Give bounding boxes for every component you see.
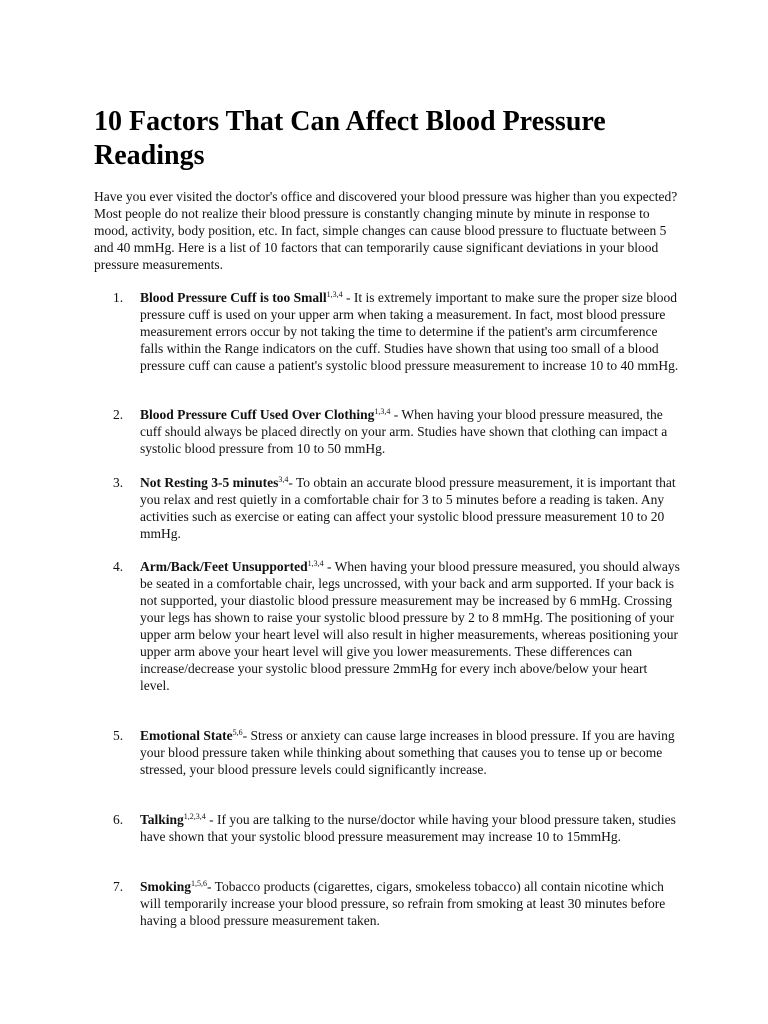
item-body (140, 474, 680, 542)
item-body (140, 727, 680, 778)
item-text: - To obtain an accurate blood pressure measurement, it is important that you relax and rest quietly in a comfortable chair for 3 to 5 minutes before a reading is taken. Any activities such as exercise or eating can affect your systolic blood pressure measurement 10 to 20 mmHg. (140, 475, 676, 541)
item-heading: Not Resting 3-5 minutes (140, 475, 279, 490)
item-number: 5. (113, 728, 124, 743)
item-body (140, 878, 680, 929)
reference-superscript: 1,3,4 (374, 407, 391, 416)
item-number: 7. (113, 879, 124, 894)
item-text: - Tobacco products (cigarettes, cigars, smokeless tobacco) all contain nicotine which will temporarily increase your blood pressure, so refrain from smoking at least 30 minutes before having a blood pressure measurement taken. (140, 879, 666, 928)
item-number: 1. (113, 290, 124, 305)
reference-superscript: 3,4 (278, 475, 289, 484)
item-body (140, 289, 680, 374)
item-heading: Smoking (140, 879, 192, 894)
item-text: - If you are talking to the nurse/doctor while having your blood pressure taken, studies have shown that your systolic blood pressure measurement may increase 10 to 15mmHg. (140, 812, 676, 844)
item-number: 4. (113, 559, 124, 574)
item-text: - When having your blood pressure measured, the cuff should always be placed directly on your arm. Studies have shown that clothing can impact a systolic blood pressure from 10 to 50 mmHg. (140, 407, 668, 456)
item-body (140, 406, 680, 457)
item-heading: Blood Pressure Cuff Used Over Clothing (140, 407, 375, 422)
reference-superscript: 1,3,4 (326, 290, 343, 299)
item-text: - Stress or anxiety can cause large increases in blood pressure. If you are having your blood pressure taken while thinking about something that causes you to tense up or become stressed, your blood pressure levels could significantly increase. (140, 728, 675, 777)
item-heading: Talking (140, 812, 184, 827)
item-text: - When having your blood pressure measured, you should always be seated in a comfortable chair, legs uncrossed, with your back and arm supported. If your back is not supported, your diastolic blood pressure measurement may be increased by 6 mmHg. Crossing your legs has shown to raise your systolic blood pressure by 2 to 8 mmHg. The positioning of your upper arm below your heart level will also result in higher measurements, whereas positioning your upper arm above your heart level will give you lower measurements. These differences can increase/decrease your systolic blood pressure 2mmHg for every inch above/below your heart level. (140, 559, 680, 693)
reference-superscript: 1,2,3,4 (183, 812, 206, 821)
item-heading: Blood Pressure Cuff is too Small (140, 290, 327, 305)
item-number: 3. (113, 475, 124, 490)
item-heading: Emotional State (140, 728, 233, 743)
item-number: 2. (113, 407, 124, 422)
item-text: - It is extremely important to make sure the proper size blood pressure cuff is used on your upper arm when taking a measurement. In fact, most blood pressure measurement errors occur by not taking the time to determine if the patient's arm circumference falls within the Range indicators on the cuff. Studies have shown that using too small of a blood pressure cuff can cause a patient's systolic blood pressure measurement to increase 10 to 40 mmHg. (140, 290, 679, 373)
item-body (140, 558, 680, 694)
reference-superscript: 1,3,4 (307, 559, 324, 568)
item-body (140, 811, 680, 845)
item-heading: Arm/Back/Feet Unsupported (140, 559, 308, 574)
reference-superscript: 5,6 (232, 728, 243, 737)
item-number: 6. (113, 812, 124, 827)
intro-paragraph: Have you ever visited the doctor's office and discovered your blood pressure was higher than you expected? Most people do not realize their blood pressure is constantly changing minute by minute in response to mood, activity, body position, etc. In fact, simple changes can cause blood pressure to fluctuate between 5 and 40 mmHg. Here is a list of 10 factors that can temporarily cause significant deviations in your blood pressure measurements. (94, 189, 678, 272)
reference-superscript: 1,5,6 (191, 879, 208, 888)
document-title: 10 Factors That Can Affect Blood Pressure Readings (94, 106, 606, 171)
